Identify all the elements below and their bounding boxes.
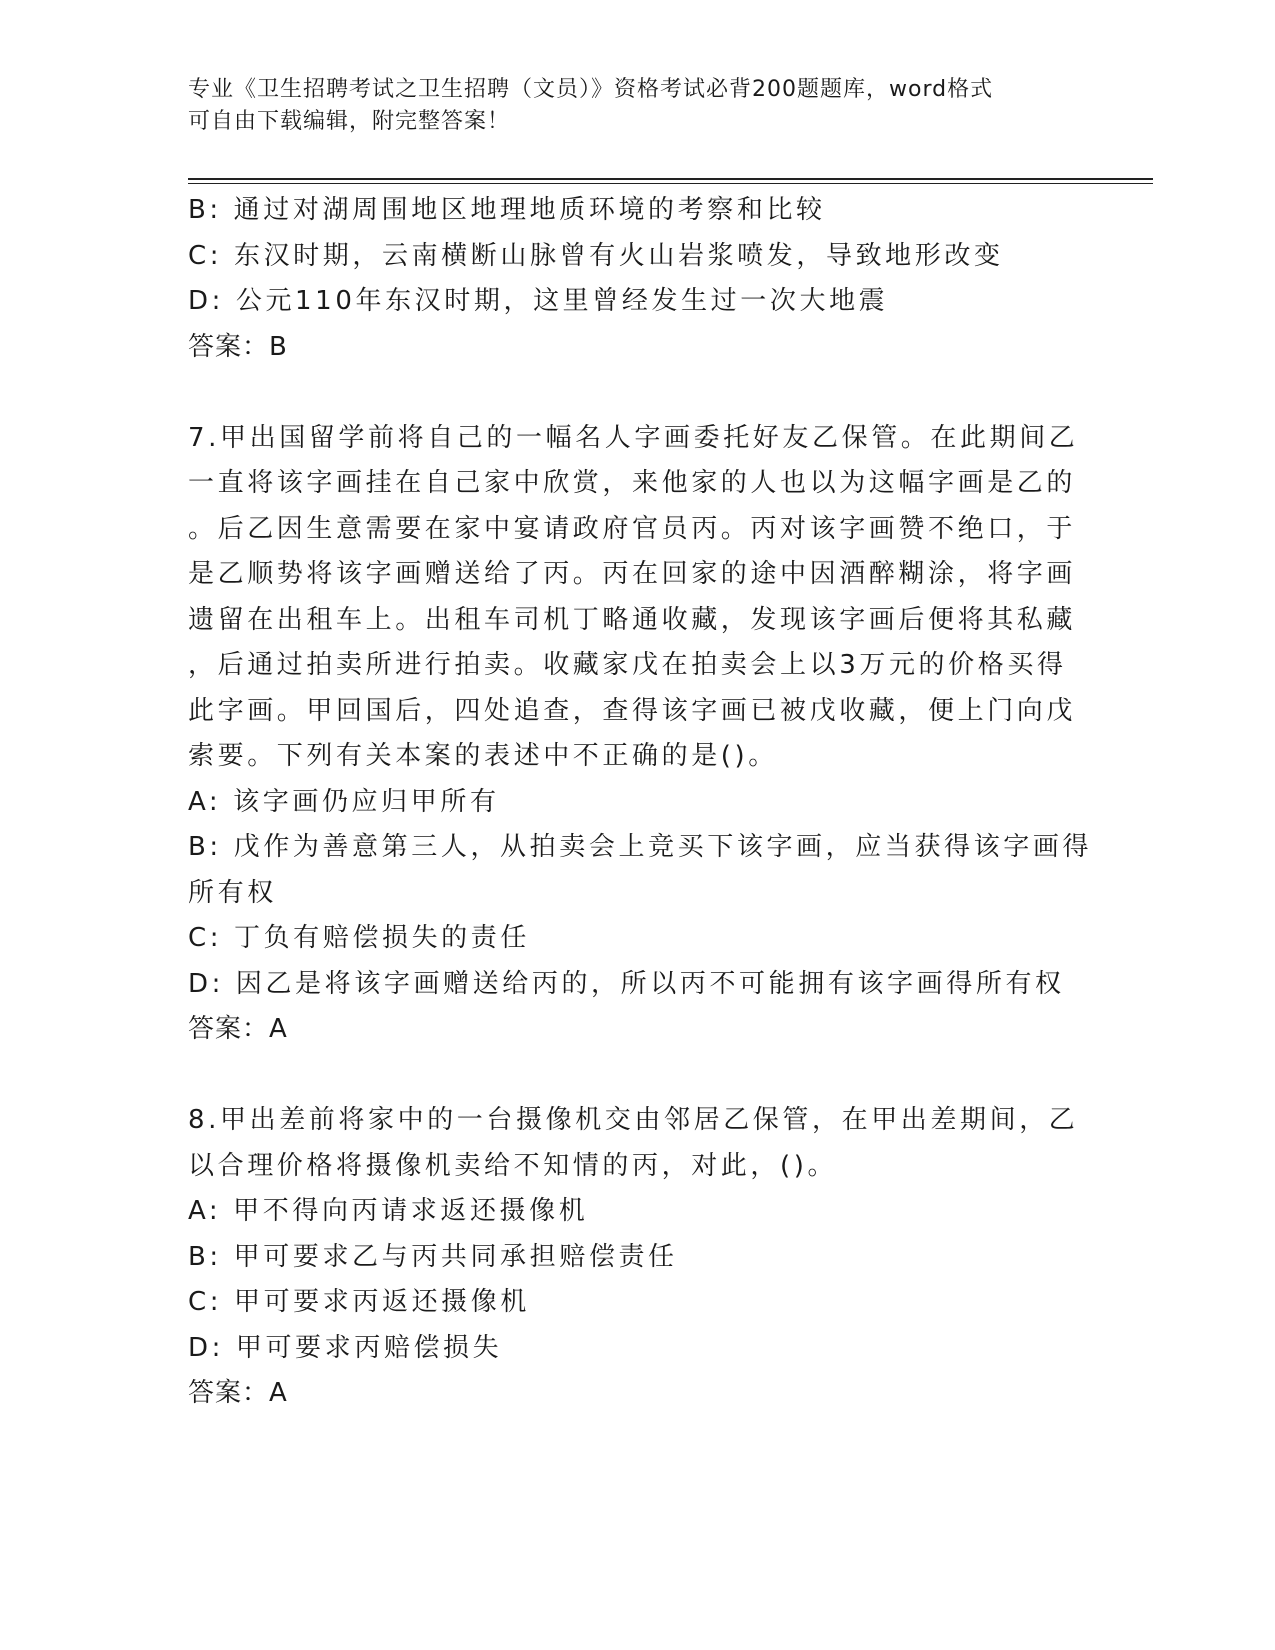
q8-option-a: A: 甲不得向丙请求返还摄像机	[188, 1196, 589, 1226]
header-title-line-1: 专业《卫生招聘考试之卫生招聘（文员）》资格考试必背200题题库，word格式	[188, 77, 994, 102]
q7-option-b-continued: 所有权	[188, 877, 277, 908]
q7-stem-line: 索要。下列有关本案的表述中不正确的是()。	[188, 741, 778, 771]
page-header	[188, 74, 1068, 138]
q8-stem-line: 8.甲出差前将家中的一台摄像机交由邻居乙保管，在甲出差期间，乙	[188, 1105, 1079, 1135]
spacer	[188, 1053, 1088, 1099]
q8-option-b: B: 甲可要求乙与丙共同承担赔偿责任	[188, 1241, 678, 1272]
q6-option-c: C: 东汉时期，云南横断山脉曾有火山岩浆喷发，导致地形改变	[188, 240, 1004, 271]
q6-option-b: B: 通过对湖周围地区地理地质环境的考察和比较	[188, 195, 826, 225]
q7-option-a: A: 该字画仍应归甲所有	[188, 786, 500, 817]
q7-answer: 答案：A	[188, 1014, 288, 1044]
q8-option-c: C: 甲可要求丙返还摄像机	[188, 1287, 530, 1317]
q7-stem-line: 是乙顺势将该字画赠送给了丙。丙在回家的途中因酒醉糊涂，将字画	[188, 559, 1077, 589]
q8-option-d: D: 甲可要求丙赔偿损失	[188, 1332, 503, 1363]
q6-answer: 答案：B	[188, 331, 288, 362]
q7-stem-line: 一直将该字画挂在自己家中欣赏，来他家的人也以为这幅字画是乙的	[188, 468, 1077, 498]
q7-stem-line: 。后乙因生意需要在家中宴请政府官员丙。丙对该字画赞不绝口，于	[188, 513, 1077, 544]
header-rule-thick	[188, 178, 1153, 180]
q7-stem-line: 遗留在出租车上。出租车司机丁略通收藏，发现该字画后便将其私藏	[188, 604, 1077, 635]
q7-stem-line: ，后通过拍卖所进行拍卖。收藏家戊在拍卖会上以3万元的价格买得	[188, 650, 1067, 680]
header-rule-thin	[188, 183, 1153, 184]
q7-option-d: D: 因乙是将该字画赠送给丙的，所以丙不可能拥有该字画得所有权	[188, 968, 1065, 999]
q7-option-b: B: 戊作为善意第三人，从拍卖会上竞买下该字画，应当获得该字画得	[188, 832, 1093, 862]
spacer	[188, 370, 1088, 416]
q6-option-d: D: 公元110年东汉时期，这里曾经发生过一次大地震	[188, 286, 889, 316]
header-title-line-2: 可自由下载编辑，附完整答案！	[188, 109, 511, 134]
q7-option-c: C: 丁负有赔偿损失的责任	[188, 923, 530, 953]
q8-stem-line: 以合理价格将摄像机卖给不知情的丙，对此，()。	[188, 1150, 838, 1181]
question-content	[188, 188, 1093, 1417]
q7-stem-line: 此字画。甲回国后，四处追查，查得该字画已被戊收藏，便上门向戊	[188, 695, 1077, 726]
q8-answer: 答案：A	[188, 1378, 288, 1408]
q7-stem-line: 7.甲出国留学前将自己的一幅名人字画委托好友乙保管。在此期间乙	[188, 422, 1079, 453]
